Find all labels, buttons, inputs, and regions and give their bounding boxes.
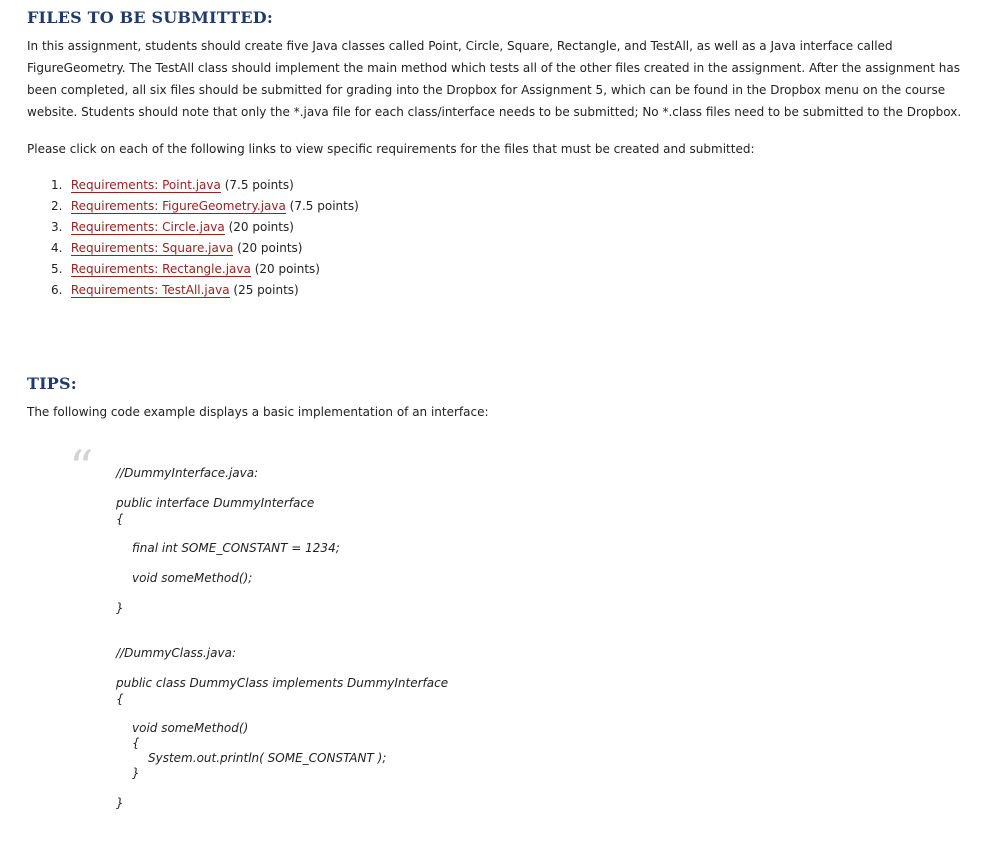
files-heading: FILES TO BE SUBMITTED: — [27, 8, 273, 27]
code-line: { — [132, 736, 140, 750]
files-intro-paragraph: In this assignment, students should create five Java classes called Point, Circle, Square, Rectangle, and TestAll, as well as a Java interface called FigureGeometry. The TestAll class should implement the main method which tests all of the other files created in the assignment. After the assignment has been completed, all six files should be submitted for grading into the Dropbox for Assignment 5, which can be found in the Dropbox menu on the course website. Students should note that only the *.java file for each class/interface needs to be submitted; No *.class files need to be submitted to the Dropbox. — [27, 39, 962, 119]
code-example-block — [27, 0, 975, 844]
click-instruction: Please click on each of the following links to view specific requirements for the files that must be created and submitted: — [27, 142, 755, 156]
tips-intro-paragraph: The following code example displays a basic implementation of an interface: — [27, 405, 489, 419]
item-number: 2. — [51, 199, 63, 213]
item-number: 1. — [51, 178, 63, 192]
item-points: (20 points) — [254, 262, 320, 276]
list-item — [51, 259, 359, 280]
requirements-list — [51, 175, 359, 301]
code-line: //DummyClass.java: — [116, 646, 236, 660]
code-line: void someMethod() — [132, 721, 249, 735]
list-item — [51, 280, 359, 301]
quote-mark-icon: “ — [69, 440, 94, 496]
item-number: 4. — [51, 241, 63, 255]
list-item — [51, 238, 359, 259]
requirement-link-square[interactable]: Requirements: Square.java — [70, 241, 234, 255]
code-line: void someMethod(); — [132, 571, 253, 585]
requirement-link-rectangle[interactable]: Requirements: Rectangle.java — [70, 262, 251, 276]
code-line: } — [116, 601, 124, 615]
list-item — [51, 196, 359, 217]
code-line: { — [116, 512, 124, 526]
code-line: } — [132, 766, 140, 780]
code-line: { — [116, 692, 124, 706]
list-item — [51, 217, 359, 238]
requirement-link-circle[interactable]: Requirements: Circle.java — [70, 220, 225, 234]
item-points: (7.5 points) — [224, 178, 294, 192]
requirement-link-point[interactable]: Requirements: Point.java — [70, 178, 221, 192]
list-item — [51, 175, 359, 196]
code-line: final int SOME_CONSTANT = 1234; — [132, 541, 340, 555]
code-line: public class DummyClass implements DummyInterface — [116, 676, 449, 690]
item-number: 6. — [51, 283, 63, 297]
item-points: (20 points) — [237, 241, 303, 255]
item-points: (20 points) — [228, 220, 294, 234]
item-number: 3. — [51, 220, 63, 234]
requirement-link-figuregeometry[interactable]: Requirements: FigureGeometry.java — [70, 199, 286, 213]
requirement-link-testall[interactable]: Requirements: TestAll.java — [70, 283, 230, 297]
code-line: //DummyInterface.java: — [116, 466, 259, 480]
tips-heading: TIPS: — [27, 374, 77, 393]
item-points: (25 points) — [233, 283, 299, 297]
item-number: 5. — [51, 262, 63, 276]
code-line: System.out.println( SOME_CONSTANT ); — [148, 751, 387, 765]
code-line: } — [116, 796, 124, 810]
code-line: public interface DummyInterface — [116, 496, 315, 510]
item-points: (7.5 points) — [289, 199, 359, 213]
